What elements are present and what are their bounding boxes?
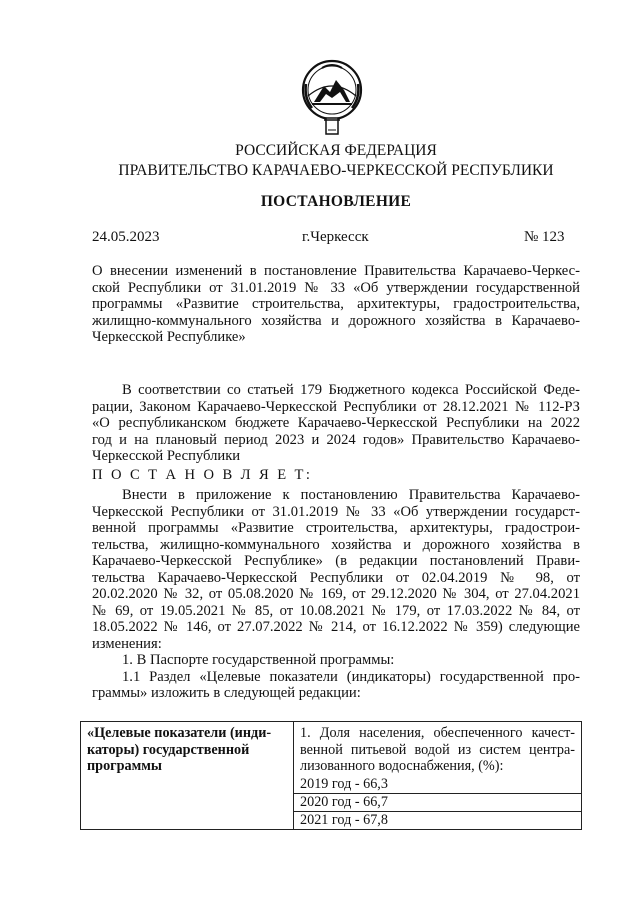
document-city: г.Черкесск — [302, 229, 369, 245]
year-value: 2020 год - 66,7 — [294, 793, 581, 811]
document-subject — [92, 263, 580, 346]
indicator-description — [294, 722, 581, 776]
subject-line: жилищно-коммунального хозяйства и дорожного хозяйства в Карачаево- — [92, 312, 580, 329]
decree-word: П О С Т А Н О В Л Я Е Т: — [92, 467, 313, 483]
body-line: тельства, жилищно-коммунального хозяйства и дорожного хозяйства в — [92, 536, 580, 553]
label-line: каторы) государственной — [87, 741, 250, 758]
body-line: № 69, от 19.05.2021 № 85, от 10.08.2021 № 179, от 17.03.2022 № 84, от — [92, 602, 580, 619]
body-line: 20.02.2020 № 32, от 05.08.2020 № 169, от 29.12.2020 № 304, от 27.04.2021 — [92, 586, 580, 602]
preamble-line: рации, Законом Карачаево-Черкесской Республики от 28.12.2021 № 112-РЗ — [92, 398, 580, 415]
year-value: 2019 год - 66,3 — [300, 775, 388, 792]
preamble-paragraph — [92, 382, 580, 465]
preamble-line: «О республиканском бюджете Карачаево-Черкесской Республики на 2022 — [92, 415, 580, 431]
header-government: ПРАВИТЕЛЬСТВО КАРАЧАЕВО-ЧЕРКЕССКОЙ РЕСПУБЛИКИ — [118, 162, 554, 179]
label-line: программы — [87, 758, 162, 774]
preamble-line: год и на плановый период 2023 и 2024 годов» Правительство Карачаево- — [92, 431, 580, 448]
indicator-line: 1. Доля населения, обеспеченного качест- — [300, 725, 575, 741]
body-paragraph — [92, 487, 580, 702]
subject-line: ской Республики от 31.01.2019 № 33 «Об утверждении государственной — [92, 279, 580, 296]
body-line: тельства Карачаево-Черкесской Республики от 02.04.2019 № 98, от — [92, 569, 580, 586]
coat-of-arms-emblem — [300, 58, 364, 138]
indicators-value-cell — [294, 722, 582, 830]
indicators-label-cell — [81, 722, 294, 830]
preamble-line: В соответствии со статьей 179 Бюджетного кодекса Российской Феде- — [122, 382, 580, 398]
header-country: РОССИЙСКАЯ ФЕДЕРАЦИЯ — [235, 142, 437, 159]
label-line: «Целевые показатели (инди- — [87, 725, 272, 741]
indicator-line: лизованного водоснабжения, (%): — [300, 758, 504, 774]
year-value: 2021 год - 67,8 — [294, 811, 581, 829]
body-line: изменения: — [92, 635, 162, 652]
document-type: ПОСТАНОВЛЕНИЕ — [260, 193, 412, 210]
subject-line: программы «Развитие строительства, архитектуры, градостроительства, — [92, 296, 580, 312]
indicators-table — [80, 721, 582, 830]
table-row — [81, 722, 582, 830]
document-date: 24.05.2023 — [92, 229, 160, 245]
body-line: 18.05.2022 № 146, от 27.07.2022 № 214, от 16.12.2022 № 359) следующие — [92, 619, 580, 635]
indicator-line: венной питьевой водой из систем центра- — [300, 741, 575, 758]
document-number: № 123 — [524, 229, 565, 245]
body-line: Карачаево-Черкесской Республике» (в редакции постановлений Прави- — [92, 553, 580, 569]
body-line: Внести в приложение к постановлению Правительства Карачаево- — [122, 487, 580, 503]
subject-line: О внесении изменений в постановление Правительства Карачаево-Черкес- — [92, 263, 580, 279]
preamble-line: Черкесской Республики — [92, 448, 241, 464]
subject-line: Черкесской Республике» — [92, 329, 246, 345]
body-line: Черкесской Республики от 31.01.2019 № 33 «Об утверждении государст- — [92, 503, 580, 520]
body-line: 1.1 Раздел «Целевые показатели (индикаторы) государственной про- — [122, 668, 580, 685]
body-line: граммы» изложить в следующей редакции: — [92, 685, 361, 701]
body-line: 1. В Паспорте государственной программы: — [122, 652, 395, 668]
body-line: венной программы «Развитие строительства, архитектуры, градострои- — [92, 520, 580, 536]
